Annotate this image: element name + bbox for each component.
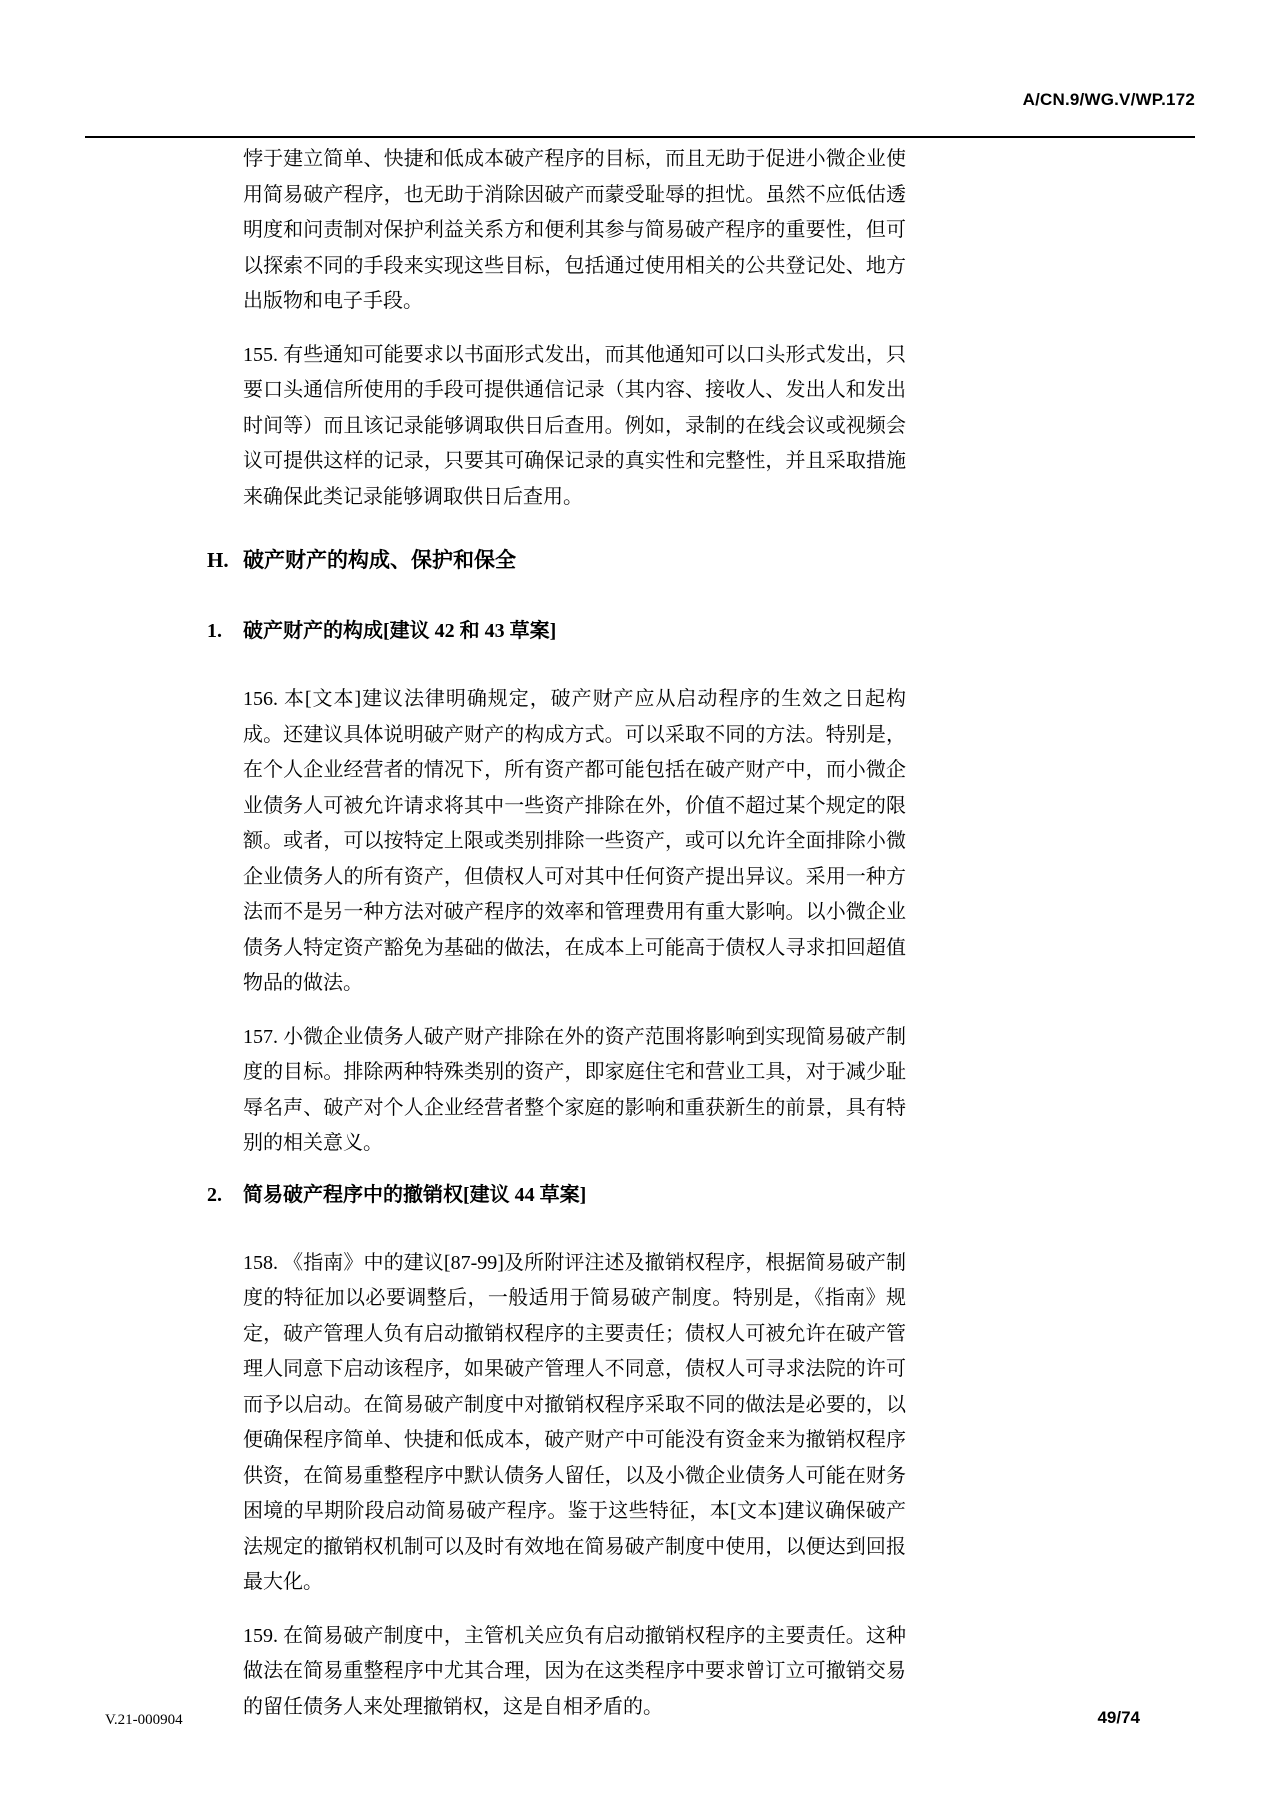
document-body: [207, 142, 906, 1743]
subheading-2: [207, 1180, 906, 1210]
paragraph-155: 155. 有些通知可能要求以书面形式发出，而其他通知可以口头形式发出，只要口头通信所使用的手段可提供通信记录（其内容、接收人、发出人和发出时间等）而且该记录能够调取供日后查用。例如，录制的在线会议或视频会议可提供这样的记录，只要其可确保记录的真实性和完整性，并且采取措施来确保此类记录能够调取供日后查用。: [243, 343, 906, 508]
subheading-1-title: 破产财产的构成[建议 42 和 43 草案]: [243, 620, 557, 642]
section-heading-h: [207, 545, 906, 576]
subheading-2-number: 2.: [207, 1183, 222, 1206]
subheading-1-number: 1.: [207, 620, 222, 642]
header-rule: [85, 136, 1195, 138]
footer-page-number: 49/74: [1097, 1708, 1140, 1727]
section-heading-h-title: 破产财产的构成、保护和保全: [243, 549, 516, 572]
footer-document-reference: V.21-000904: [105, 1712, 183, 1728]
subheading-2-title: 简易破产程序中的撤销权[建议 44 草案]: [243, 1183, 587, 1206]
document-symbol: A/CN.9/WG.V/WP.172: [1022, 90, 1195, 109]
section-heading-h-number: H.: [207, 548, 229, 572]
paragraph-154-continuation: 悖于建立简单、快捷和低成本破产程序的目标，而且无助于促进小微企业使用简易破产程序，也无助于消除因破产而蒙受耻辱的担忧。虽然不应低估透明度和问责制对保护利益关系方和便利其参与简易破产程序的重要性，但可以探索不同的手段来实现这些目标，包括通过使用相关的公共登记处、地方出版物和电子手段。: [243, 148, 906, 312]
paragraph-157: 157. 小微企业债务人破产财产排除在外的资产范围将影响到实现简易破产制度的目标。排除两种特殊类别的资产，即家庭住宅和营业工具，对于减少耻辱名声、破产对个人企业经营者整个家庭的影响和重获新生的前景，具有特别的相关意义。: [243, 1025, 906, 1154]
paragraph-158: 158. 《指南》中的建议[87-99]及所附评注述及撤销权程序，根据简易破产制度的特征加以必要调整后，一般适用于简易破产制度。特别是，《指南》规定，破产管理人负有启动撤销权程序的主要责任；债权人可被允许在破产管理人同意下启动该程序，如果破产管理人不同意，债权人可寻求法院的许可而予以启动。在简易破产制度中对撤销权程序采取不同的做法是必要的，以便确保程序简单、快捷和低成本，破产财产中可能没有资金来为撤销权程序供资，在简易重整程序中默认债务人留任，以及小微企业债务人可能在财务困境的早期阶段启动简易破产程序。鉴于这些特征，本[文本]建议确保破产法规定的撤销权机制可以及时有效地在简易破产制度中使用，以便达到回报最大化。: [243, 1251, 906, 1593]
paragraph-156: 156. 本[文本]建议法律明确规定，破产财产应从启动程序的生效之日起构成。还建议具体说明破产财产的构成方式。可以采取不同的方法。特别是，在个人企业经营者的情况下，所有资产都可能包括在破产财产中，而小微企业债务人可被允许请求将其中一些资产排除在外，价值不超过某个规定的限额。或者，可以按特定上限或类别排除一些资产，或可以允许全面排除小微企业债务人的所有资产，但债权人可对其中任何资产提出异议。采用一种方法而不是另一种方法对破产程序的效率和管理费用有重大影响。以小微企业债务人特定资产豁免为基础的做法，在成本上可能高于债权人寻求扣回超值物品的做法。: [243, 688, 906, 994]
subheading-1: [207, 616, 906, 646]
paragraph-159: 159. 在简易破产制度中，主管机关应负有启动撤销权程序的主要责任。这种做法在简易重整程序中尤其合理，因为在这类程序中要求曾订立可撤销交易的留任债务人来处理撤销权，这是自相矛盾的。: [243, 1624, 906, 1718]
